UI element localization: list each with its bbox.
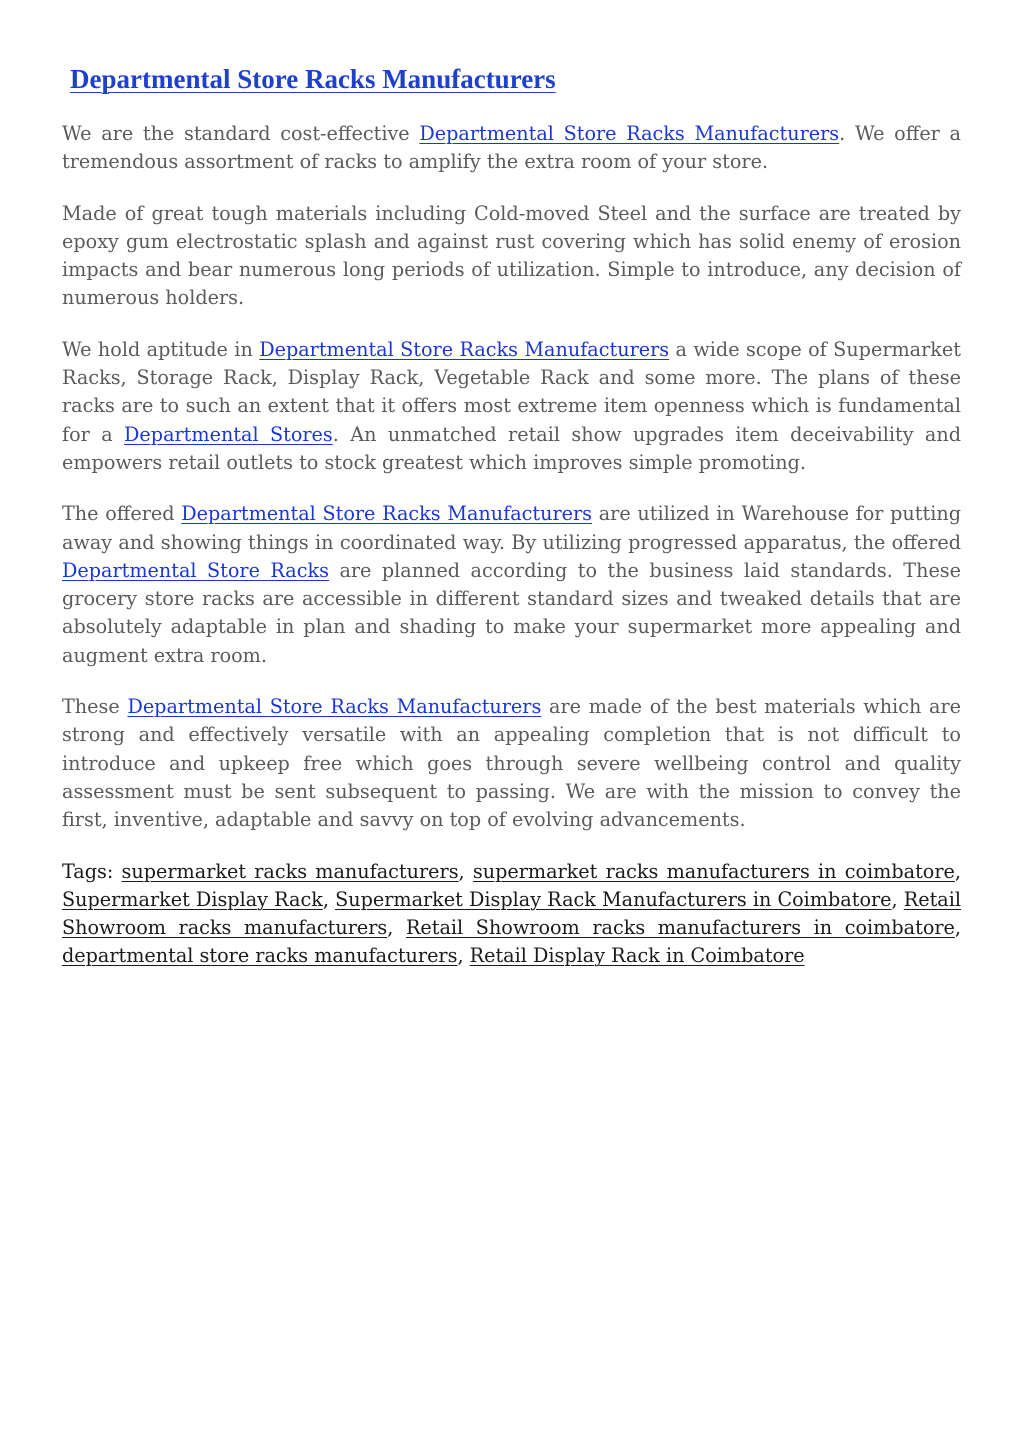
departmental-store-racks-link[interactable]: Departmental Store Racks Manufacturers (259, 337, 670, 361)
paragraph-text: . An unmatched retail show upgrades item deceivability and empowers retail outlets to stock greatest which improves simple promoting. (62, 422, 962, 474)
departmental-store-racks-link[interactable]: Departmental Store Racks Manufacturers (181, 502, 593, 526)
departmental-store-racks-link[interactable]: Departmental Store Racks Manufacturers (419, 122, 840, 145)
paragraph-text: are utilized in Warehouse for putting away and showing things in coordinated way. By utilizing progressed apparatus, the offered (62, 502, 961, 554)
paragraph-text: These (62, 695, 128, 719)
tag-link[interactable]: Retail Showroom racks manufacturers (62, 887, 961, 940)
tag-link[interactable]: departmental store racks manufacturers (62, 944, 458, 968)
tags-list (62, 858, 961, 971)
paragraph-text: We hold aptitude in (62, 337, 260, 361)
tags-label: Tags: (62, 859, 122, 883)
page-title: Departmental Store Racks Manufacturers (70, 64, 556, 94)
tag-separator: , (322, 887, 336, 911)
tag-link[interactable]: Supermarket Display Rack Manufacturers in Coimbatore (335, 887, 892, 911)
tag-link[interactable]: Retail Display Rack in Coimbatore (469, 944, 805, 968)
paragraph-intro (62, 120, 961, 177)
tag-link[interactable]: Retail Showroom racks manufacturers in coimbatore (405, 916, 955, 940)
document-page (62, 56, 961, 971)
paragraph-text: We are the standard cost-effective (62, 122, 420, 145)
departmental-stores-link[interactable]: Departmental Stores (124, 422, 333, 446)
tag-link[interactable]: Supermarket Display Rack (62, 887, 323, 911)
tag-separator: , (387, 916, 406, 940)
paragraph-text: are planned according to the business laid standards. These grocery store racks are accessible in different standard sizes and tweaked details that are absolutely adaptable in plan and shading to make your supermarket more appealing and augment extra room. (62, 558, 962, 667)
tag-separator: , (954, 916, 962, 940)
paragraph-text: are made of the best materials which are strong and effectively versatile with an appealing completion that is not difficult to introduce and upkeep free which goes through severe wellbeing control and quality assessment must be sent subsequent to passing. We are with the mission to convey the first, inventive, adaptable and savvy on top of evolving advancements. (62, 695, 961, 832)
paragraph-aptitude (62, 336, 961, 477)
departmental-store-racks-link[interactable]: Departmental Store Racks Manufacturers (127, 695, 542, 719)
tag-separator: , (954, 859, 961, 883)
tag-separator: , (458, 859, 473, 883)
tag-separator: , (891, 887, 904, 911)
tag-link[interactable]: supermarket racks manufacturers (121, 859, 459, 883)
paragraph-text: The offered (62, 502, 182, 526)
paragraph-materials (62, 200, 961, 313)
paragraph-text: Made of great tough materials including Cold-moved Steel and the surface are treated by epoxy gum electrostatic splash and against rust covering which has solid enemy of erosion impacts and bear numerous long periods of utilization. Simple to introduce, any decision of numerous holders. (62, 201, 961, 310)
paragraph-text: a wide scope of Supermarket Racks, Storage Rack, Display Rack, Vegetable Rack and some more. The plans of these racks are to such an extent that it offers most extreme item openness which is fundamental for a (62, 337, 961, 446)
departmental-store-racks-short-link[interactable]: Departmental Store Racks (62, 558, 329, 582)
paragraph-quality (62, 693, 961, 834)
paragraph-offered (62, 500, 961, 670)
paragraph-text: . We offer a tremendous assortment of racks to amplify the extra room of your store. (62, 122, 961, 174)
tag-separator: , (457, 944, 470, 968)
tag-link[interactable]: supermarket racks manufacturers in coimbatore (472, 859, 955, 883)
